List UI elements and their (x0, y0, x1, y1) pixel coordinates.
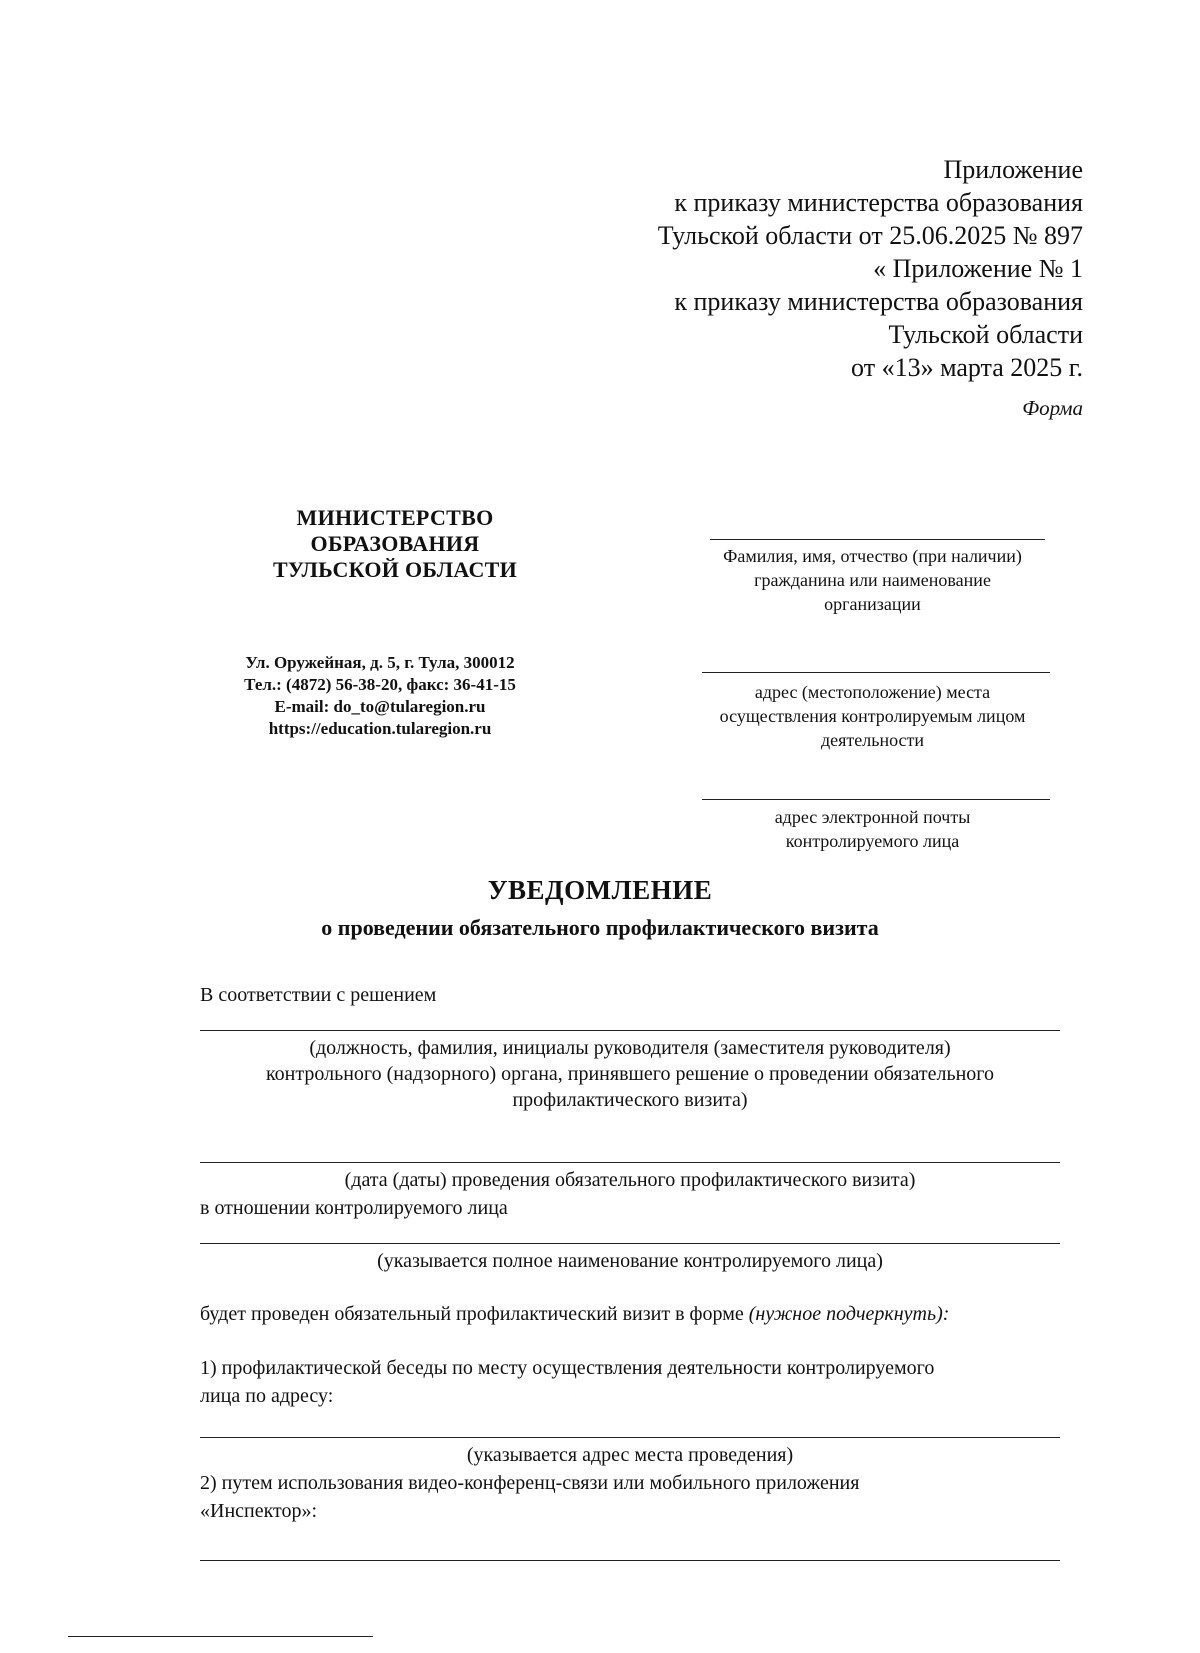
caption-line: деятельности (820, 730, 925, 750)
appendix-date: от «13» марта 2025 г. (851, 353, 1083, 382)
entity-field[interactable] (200, 1243, 1060, 1244)
ministry-contacts (215, 652, 545, 740)
video-link-field[interactable] (200, 1560, 1060, 1561)
caption-line: (должность, фамилия, инициалы руководителя (заместителя руководителя) (309, 1037, 951, 1059)
appendix-order-date: Тульской области от 25.06.2025 № 897 (657, 221, 1083, 250)
date-caption: (дата (даты) проведения обязательного профилактического визита) (344, 1169, 916, 1191)
form-text-main: будет проведен обязательный профилактический визит в форме (200, 1303, 749, 1325)
appendix-order-ref-2: к приказу министерства образования (674, 287, 1083, 316)
recipient-name-caption (660, 544, 1085, 616)
caption-line: организации (824, 594, 921, 614)
intro-text: В соответствии с решением (200, 984, 437, 1006)
option-2-line-1: 2) путем использования видео-конференц-связи или мобильного приложения (200, 1472, 860, 1494)
recipient-address-caption (660, 680, 1085, 752)
caption-line: профилактического визита) (512, 1089, 748, 1111)
regarding-text: в отношении контролируемого лица (200, 1197, 508, 1219)
caption-line: контрольного (надзорного) органа, принявшего решение о проведении обязательного (265, 1063, 995, 1085)
form-text (200, 1301, 949, 1327)
recipient-email-field[interactable] (702, 799, 1050, 800)
ministry-name-line: ОБРАЗОВАНИЯ (310, 531, 480, 556)
appendix-number: « Приложение № 1 (873, 254, 1083, 283)
ministry-name (230, 505, 560, 583)
footnote-separator (68, 1636, 373, 1637)
option-2-line-2: «Инспектор»: (200, 1500, 318, 1522)
appendix-region: Тульской области (888, 320, 1083, 349)
option-1-line-1: 1) профилактической беседы по месту осуществления деятельности контролируемого (200, 1357, 935, 1379)
appendix-label: Приложение (943, 155, 1083, 184)
ministry-address: Ул. Оружейная, д. 5, г. Тула, 300012 (245, 653, 515, 672)
recipient-email-caption (660, 805, 1085, 853)
place-field[interactable] (200, 1437, 1060, 1438)
date-field[interactable] (200, 1162, 1060, 1163)
place-caption: (указывается адрес места проведения) (466, 1444, 794, 1466)
option-1-line-2: лица по адресу: (200, 1385, 334, 1407)
form-label: Форма (1022, 396, 1083, 420)
caption-line: контролируемого лица (785, 831, 960, 851)
official-caption (190, 1035, 1070, 1113)
recipient-address-field[interactable] (702, 672, 1050, 673)
caption-line: гражданина или наименование (754, 570, 991, 590)
recipient-name-field[interactable] (710, 539, 1045, 540)
form-note: (нужное подчеркнуть): (748, 1303, 950, 1325)
ministry-phone: Тел.: (4872) 56-38-20, факс: 36-41-15 (244, 675, 516, 694)
ministry-website: https://education.tularegion.ru (268, 719, 492, 738)
caption-line: Фамилия, имя, отчество (при наличии) (723, 546, 1022, 566)
official-field[interactable] (200, 1030, 1060, 1031)
entity-caption: (указывается полное наименование контролируемого лица) (377, 1250, 883, 1272)
ministry-name-line: ТУЛЬСКОЙ ОБЛАСТИ (272, 557, 518, 582)
ministry-name-line: МИНИСТЕРСТВО (296, 505, 494, 530)
caption-line: адрес электронной почты (774, 807, 971, 827)
caption-line: осуществления контролируемым лицом (719, 706, 1026, 726)
appendix-order-ref: к приказу министерства образования (674, 188, 1083, 217)
document-subtitle: о проведении обязательного профилактического визита (321, 915, 879, 940)
ministry-email: E-mail: do_to@tularegion.ru (274, 697, 486, 716)
document-title: УВЕДОМЛЕНИЕ (487, 875, 713, 905)
caption-line: адрес (местоположение) места (754, 682, 991, 702)
